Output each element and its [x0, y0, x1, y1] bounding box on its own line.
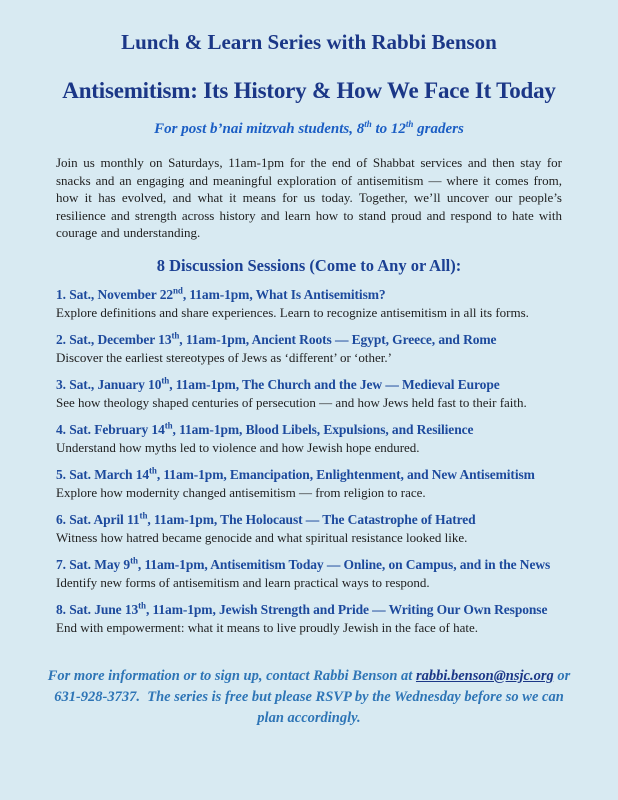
ordinal-superscript: th	[138, 600, 146, 610]
session-title-prefix: 3. Sat., January 10	[56, 376, 162, 392]
session-description: End with empowerment: what it means to live proudly Jewish in the face of hate.	[56, 619, 479, 635]
session-title	[56, 332, 562, 348]
session-title-prefix: 5. Sat. March 14	[56, 466, 150, 482]
session-title	[56, 467, 562, 483]
session-item	[56, 422, 562, 456]
session-description: Witness how hatred became genocide and what spiritual resistance looked like.	[56, 529, 468, 545]
ordinal-superscript: th	[405, 119, 414, 129]
session-title-prefix: 2. Sat., December 13	[56, 331, 172, 347]
session-title-prefix: 6. Sat. April 11	[56, 511, 140, 527]
session-item	[56, 602, 562, 636]
session-description: Discover the earliest stereotypes of Jews as ‘different’ or ‘other.’	[56, 349, 392, 365]
contact-footer	[40, 666, 578, 729]
session-title-rest: , 11am-1pm, Ancient Roots — Egypt, Greece, and Rome	[179, 331, 497, 347]
page-title: Antisemitism: Its History & How We Face It Today	[62, 78, 556, 103]
session-description: Understand how myths led to violence and how Jewish hope endured.	[56, 439, 420, 455]
session-title-prefix: 1. Sat., November 22	[56, 286, 173, 302]
session-title-rest: , 11am-1pm, Emancipation, Enlightenment, and New Antisemitism	[156, 466, 535, 482]
ordinal-superscript: th	[149, 465, 157, 475]
ordinal-superscript: th	[364, 119, 372, 129]
ordinal-superscript: th	[130, 555, 138, 565]
sessions-list	[56, 287, 562, 636]
session-title-prefix: 7. Sat. May 9	[56, 556, 131, 572]
session-item	[56, 287, 562, 321]
audience-subtitle-part1: For post b’nai mitzvah students, 8	[154, 121, 365, 137]
session-item	[56, 557, 562, 591]
ordinal-superscript: nd	[173, 285, 183, 295]
session-title-rest: , 11am-1pm, Jewish Strength and Pride — Writing Our Own Response	[145, 601, 548, 617]
audience-subtitle-part3: graders	[413, 121, 464, 137]
session-item	[56, 332, 562, 366]
session-description: See how theology shaped centuries of persecution — and how Jews held fast to their faith.	[56, 394, 527, 410]
series-title: Lunch & Learn Series with Rabbi Benson	[121, 30, 497, 54]
ordinal-superscript: th	[171, 330, 180, 340]
audience-subtitle	[56, 121, 562, 138]
session-title	[56, 512, 562, 528]
session-item	[56, 467, 562, 501]
session-title-prefix: 8. Sat. June 13	[56, 601, 139, 617]
session-title-prefix: 4. Sat. February 14	[56, 421, 165, 437]
session-title-rest: , 11am-1pm, What Is Antisemitism?	[182, 286, 386, 302]
intro-paragraph: Join us monthly on Saturdays, 11am-1pm for the end of Shabbat services and then stay for snacks and an engaging and meaningful exploration of antisemitism — where it comes from, how it has evolved, and what it means for us today. Together, we’ll uncover our people’s resilience and strength across history and learn how to stand proud and respond to hate with courage and understanding.	[56, 155, 562, 240]
email-link[interactable]: rabbi.benson@nsjc.org	[415, 667, 554, 684]
session-description: Explore how modernity changed antisemitism — from religion to race.	[56, 484, 426, 500]
sessions-heading: 8 Discussion Sessions (Come to Any or All):	[156, 255, 462, 275]
session-title	[56, 377, 562, 393]
contact-text-part2: or 631-928-3737. The series is free but please RSVP by the Wednesday before so we can plan accordingly.	[54, 667, 571, 726]
session-item	[56, 512, 562, 546]
ordinal-superscript: th	[139, 510, 148, 520]
session-title	[56, 557, 562, 573]
session-title-rest: , 11am-1pm, The Holocaust — The Catastrophe of Hatred	[147, 511, 476, 527]
session-item	[56, 377, 562, 411]
ordinal-superscript: th	[161, 375, 170, 385]
session-title	[56, 602, 562, 618]
session-title-rest: , 11am-1pm, Blood Libels, Expulsions, and Resilience	[172, 421, 474, 437]
session-title	[56, 422, 562, 438]
session-title-rest: , 11am-1pm, Antisemitism Today — Online, on Campus, and in the News	[137, 556, 551, 572]
session-title-rest: , 11am-1pm, The Church and the Jew — Medieval Europe	[169, 376, 500, 392]
session-description: Explore definitions and share experiences. Learn to recognize antisemitism in all its forms.	[56, 304, 529, 320]
contact-text-part1: For more information or to sign up, contact Rabbi Benson at	[47, 667, 416, 684]
session-description: Identify new forms of antisemitism and learn practical ways to respond.	[56, 574, 430, 590]
session-title	[56, 287, 562, 303]
audience-subtitle-part2: to 12	[371, 121, 406, 137]
ordinal-superscript: th	[164, 420, 173, 430]
